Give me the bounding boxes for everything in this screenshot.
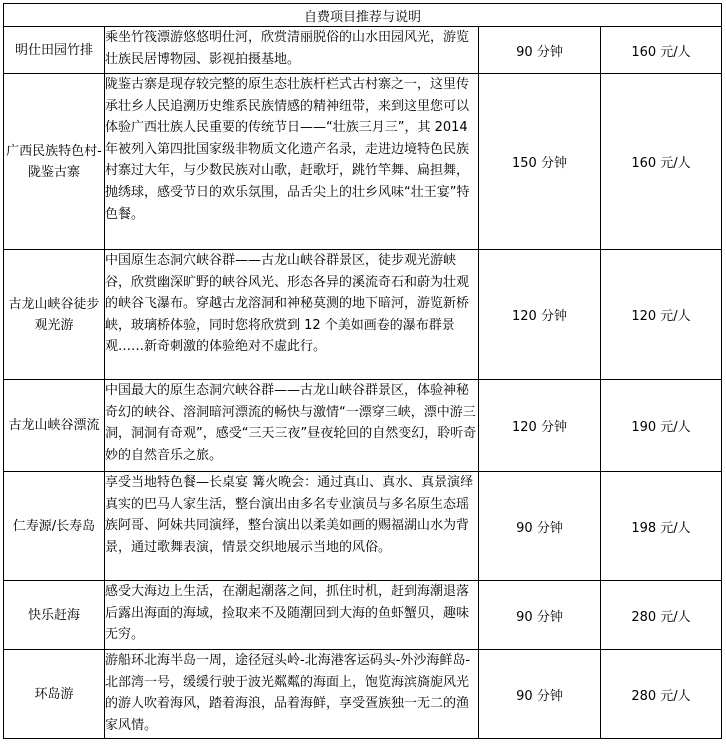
activity-price: 160 元/人	[601, 74, 722, 250]
activity-duration: 120 分钟	[479, 380, 601, 472]
activity-description: 中国最大的原生态洞穴峡谷群——古龙山峡谷群景区，体验神秘奇幻的峡谷、溶洞暗河漂流的畅快与激情“一漂穿三峡，漂中游三洞，洞洞有奇观”，感受“三天三夜”昼夜轮回的自然变幻，聆听奇妙的自然音乐之旅。	[105, 380, 479, 472]
table-caption-row	[4, 4, 722, 27]
activity-duration: 90 分钟	[479, 581, 601, 650]
activity-description: 陇鉴古寨是现存较完整的原生态壮族杆栏式古村寨之一，这里传承壮乡人民追溯历史维系民族情感的精神纽带，来到这里您可以体验广西壮族人民重要的传统节日——“壮族三月三”，其 2014 年被列入第四批国家级非物质文化遗产名录，走进边境特色民族村寨过大年，与少数民族对山歌，赶歌圩，跳竹竿舞、扁担舞，抛绣球，感受节日的欢乐氛围，品舌尖上的壮乡风味“壮王宴”特色餐。	[105, 74, 479, 250]
activity-name: 明仕田园竹排	[4, 27, 105, 74]
activity-name: 快乐赶海	[4, 581, 105, 650]
activity-duration: 90 分钟	[479, 650, 601, 739]
activity-price: 190 元/人	[601, 380, 722, 472]
table-row	[4, 250, 722, 380]
activity-price: 280 元/人	[601, 650, 722, 739]
activity-description: 享受当地特色餐—长桌宴 篝火晚会：通过真山、真水、真景演绎真实的巴马人家生活，整台演出由多名专业演员与多名原生态瑶族阿哥、阿妹共同演绎，整台演出以柔美如画的赐福湖山水为背景，通过歌舞表演，情景交织地展示当地的风俗。	[105, 472, 479, 581]
activity-price: 120 元/人	[601, 250, 722, 380]
activity-duration: 150 分钟	[479, 74, 601, 250]
activity-description: 感受大海边上生活，在潮起潮落之间，抓住时机，赶到海潮退落后露出海面的海域，捡取来不及随潮回到大海的鱼虾蟹贝，趣味无穷。	[105, 581, 479, 650]
table-row	[4, 472, 722, 581]
activity-description: 游船环北海半岛一周，途径冠头岭-北海港客运码头-外沙海鲜岛-北部湾一号，缓缓行驶于波光粼粼的海面上，饱览海滨旖旎风光的游人吹着海风，踏着海浪，品着海鲜，享受疍族独一无二的渔家风情。	[105, 650, 479, 739]
table-row	[4, 74, 722, 250]
activity-description: 乘坐竹筏漂游悠悠明仕河，欣赏清丽脱俗的山水田园风光，游览壮族民居博物园、影视拍摄基地。	[105, 27, 479, 74]
activity-description: 中国原生态洞穴峡谷群——古龙山峡谷群景区，徒步观光游峡谷，欣赏幽深旷野的峡谷风光、形态各异的溪流奇石和蔚为壮观的峡谷飞瀑布。穿越古龙溶洞和神秘莫测的地下暗河，游览新桥峡，玻璃桥体验，同时您将欣赏到 12 个美如画卷的瀑布群景观……新奇刺激的体验绝对不虚此行。	[105, 250, 479, 380]
activity-name: 仁寿源/长寿岛	[4, 472, 105, 581]
activity-duration: 90 分钟	[479, 472, 601, 581]
table-row	[4, 380, 722, 472]
activity-name: 环岛游	[4, 650, 105, 739]
optional-activities-table	[3, 3, 722, 739]
activity-price: 280 元/人	[601, 581, 722, 650]
activity-price: 198 元/人	[601, 472, 722, 581]
table-title: 自费项目推荐与说明	[4, 4, 722, 27]
table-row	[4, 581, 722, 650]
activity-price: 160 元/人	[601, 27, 722, 74]
table-row	[4, 650, 722, 739]
table-row	[4, 27, 722, 74]
activity-name: 古龙山峡谷徒步观光游	[4, 250, 105, 380]
activity-duration: 90 分钟	[479, 27, 601, 74]
activity-duration: 120 分钟	[479, 250, 601, 380]
activity-name: 古龙山峡谷漂流	[4, 380, 105, 472]
activity-name: 广西民族特色村-陇鉴古寨	[4, 74, 105, 250]
